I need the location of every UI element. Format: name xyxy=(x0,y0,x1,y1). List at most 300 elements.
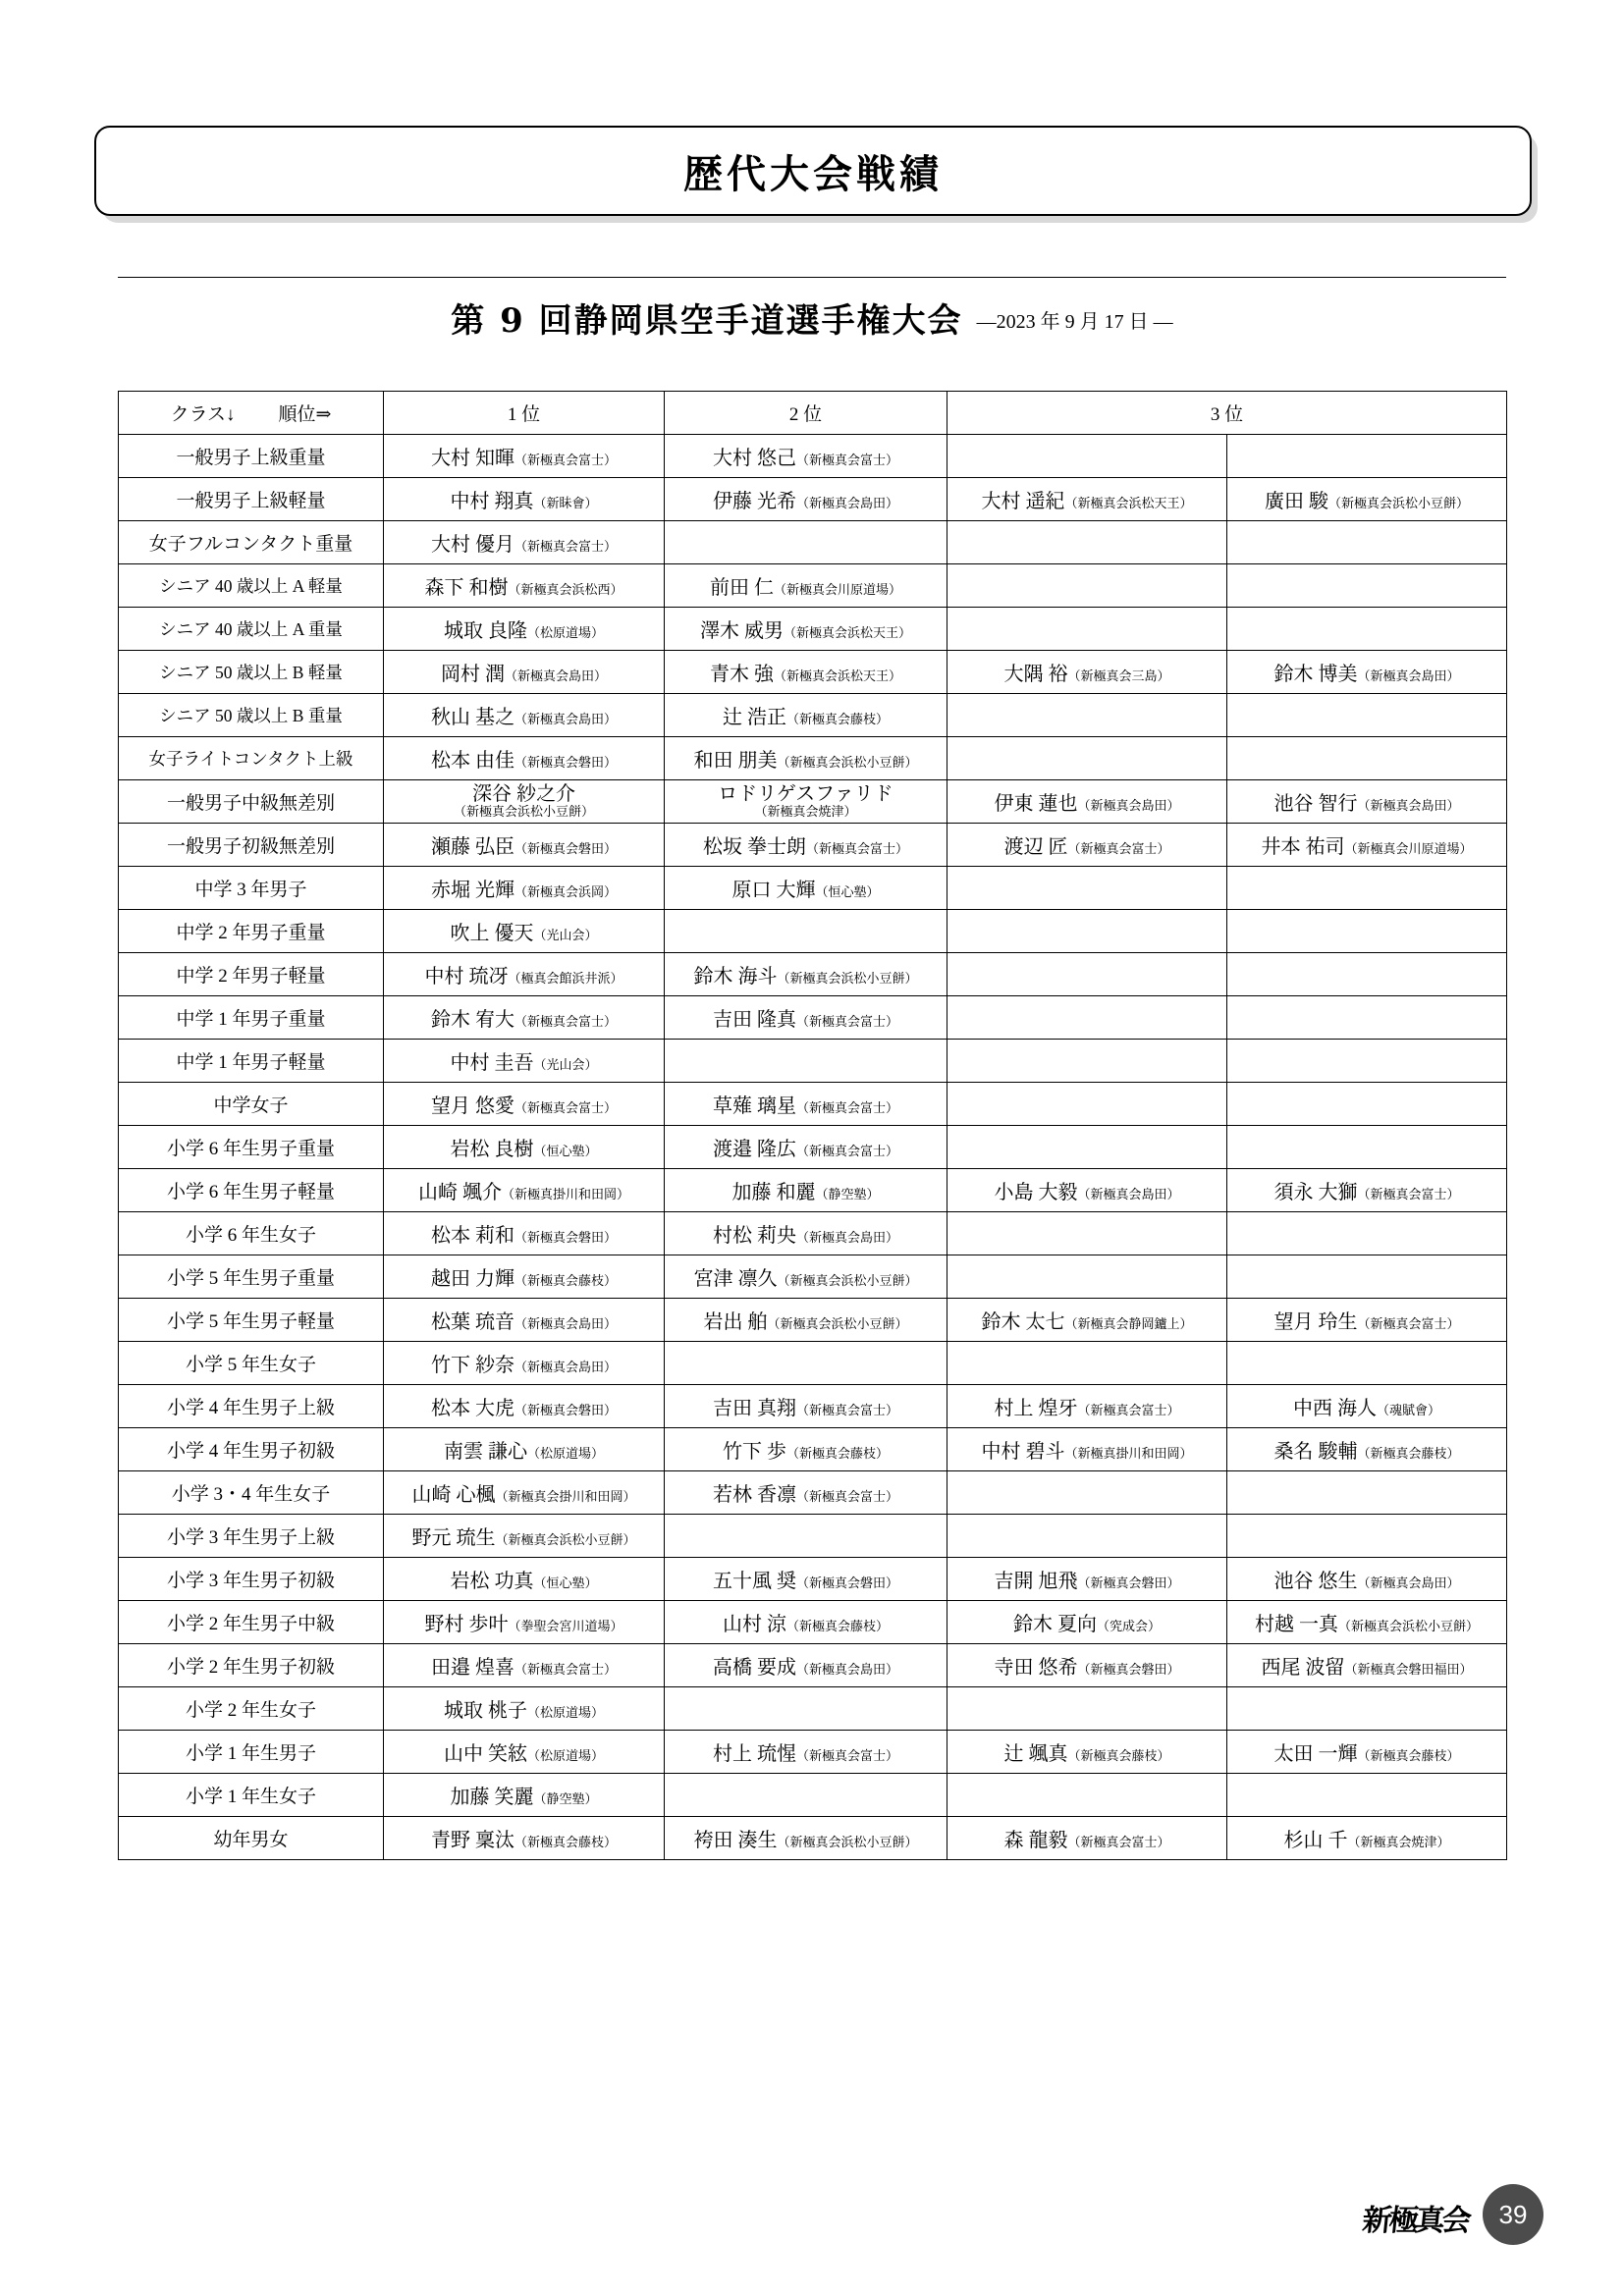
competitor-org: （松原道場） xyxy=(526,1748,604,1763)
competitor-name: 中村 碧斗 xyxy=(981,1441,1065,1463)
class-label: 小学 4 年生男子初級 xyxy=(166,1441,335,1462)
placing-cell-p2 xyxy=(665,1342,947,1385)
placing-cell-p3b xyxy=(1227,1126,1507,1169)
class-cell xyxy=(119,1255,384,1299)
placing-cell-p3b xyxy=(1227,1817,1507,1860)
table-row xyxy=(119,1126,1507,1169)
competitor-name: 松坂 拳士朗 xyxy=(702,836,806,858)
competitor-org: （新極真会磐田） xyxy=(514,755,617,770)
competitor-org: （新極真会磐田） xyxy=(514,841,617,856)
table-row xyxy=(119,1083,1507,1126)
table-row xyxy=(119,1774,1507,1817)
competitor-org: （新極真会島田） xyxy=(514,1316,617,1331)
class-label: 小学 5 年生男子軽量 xyxy=(166,1311,335,1332)
competitor-org: （新極真会浜松小豆餅） xyxy=(495,1532,636,1547)
organization-logo: 新極真会 xyxy=(1360,2204,1471,2238)
competitor-name: 和田 朋美 xyxy=(693,750,778,772)
class-cell xyxy=(119,953,384,996)
competitor-org: （光山会） xyxy=(533,928,598,942)
competitor-name: 草薙 璃星 xyxy=(712,1095,796,1117)
table-row xyxy=(119,1601,1507,1644)
placing-cell-p2 xyxy=(665,780,947,824)
table-row xyxy=(119,1817,1507,1860)
table-row xyxy=(119,1471,1507,1515)
class-cell xyxy=(119,564,384,608)
table-row xyxy=(119,694,1507,737)
competitor-name: 袴田 湊生 xyxy=(693,1830,778,1851)
class-label: 一般男子上級重量 xyxy=(176,448,326,468)
placing-cell-p3a xyxy=(947,1817,1227,1860)
placing-cell-p3a xyxy=(947,1212,1227,1255)
placing-cell-p2 xyxy=(665,1299,947,1342)
header-class-rank xyxy=(119,392,384,435)
competitor-name: 加藤 和麗 xyxy=(731,1182,816,1203)
table-row xyxy=(119,478,1507,521)
competitor-name: 村松 莉央 xyxy=(712,1225,796,1247)
placing-cell-p1 xyxy=(384,1687,665,1731)
competitor-org: （松原道場） xyxy=(526,1446,604,1461)
competitor-name: 森 龍毅 xyxy=(1003,1830,1068,1851)
competitor-name: 鈴木 宥大 xyxy=(430,1009,514,1031)
placing-cell-p3a xyxy=(947,1083,1227,1126)
placing-cell-p2 xyxy=(665,1083,947,1126)
placing-cell-p2 xyxy=(665,1774,947,1817)
placing-cell-p3a xyxy=(947,737,1227,780)
table-row xyxy=(119,608,1507,651)
competitor-org: （新極真会富士） xyxy=(514,1100,617,1115)
class-label: 小学 3 年生男子上級 xyxy=(166,1527,335,1548)
competitor-org: （新極真会島田） xyxy=(795,1662,898,1677)
competitor-name: 鈴木 海斗 xyxy=(693,966,778,988)
competitor-org: （新極真会富士） xyxy=(1067,1835,1170,1849)
competitor-org: （新極真会島田） xyxy=(795,496,898,510)
placing-cell-p1 xyxy=(384,910,665,953)
class-label: 小学 1 年生男子 xyxy=(185,1743,316,1764)
competitor-name: 前田 仁 xyxy=(709,577,774,599)
competitor-org: （新極真会島田） xyxy=(795,1230,898,1245)
competitor-name: 寺田 悠希 xyxy=(994,1657,1078,1679)
competitor-name: 山崎 心楓 xyxy=(411,1484,496,1506)
competitor-org: （魂賦會） xyxy=(1377,1403,1441,1417)
table-row xyxy=(119,996,1507,1040)
placing-cell-p2 xyxy=(665,564,947,608)
placing-cell-p3b xyxy=(1227,996,1507,1040)
class-cell xyxy=(119,910,384,953)
placing-cell-p2 xyxy=(665,1212,947,1255)
placing-cell-p3b xyxy=(1227,1169,1507,1212)
placing-cell-p1 xyxy=(384,780,665,824)
competitor-org: （新極真会磐田） xyxy=(514,1230,617,1245)
competitor-org: （新極真会藤枝） xyxy=(1067,1748,1170,1763)
competitor-org: （新極真会静岡鑪上） xyxy=(1064,1316,1193,1331)
competitor-org: （光山会） xyxy=(533,1057,598,1072)
competitor-name: 渡邉 隆広 xyxy=(712,1139,796,1160)
class-cell xyxy=(119,996,384,1040)
page-banner xyxy=(94,126,1530,216)
class-cell xyxy=(119,824,384,867)
competitor-name: ロドリゲスファリド xyxy=(718,782,893,805)
competitor-org: （新極真会富士） xyxy=(514,453,617,467)
class-cell xyxy=(119,1169,384,1212)
placing-cell-p1 xyxy=(384,1212,665,1255)
tournament-date: —2023 年 9 月 17 日 — xyxy=(976,311,1173,333)
competitor-name: 辻 颯真 xyxy=(1003,1743,1068,1765)
placing-cell-p1 xyxy=(384,1558,665,1601)
competitor-name: 廣田 駿 xyxy=(1265,491,1328,512)
placing-cell-p1 xyxy=(384,1299,665,1342)
competitor-name: 鈴木 博美 xyxy=(1273,664,1358,685)
competitor-name: 森下 和樹 xyxy=(424,577,509,599)
competitor-org: （新極真会富士） xyxy=(805,841,908,856)
competitor-name: 大隅 裕 xyxy=(1003,664,1068,685)
competitor-name: 須永 大獅 xyxy=(1273,1182,1358,1203)
competitor-org: （新極真掛川和田岡） xyxy=(1064,1446,1193,1461)
table-row xyxy=(119,1342,1507,1385)
competitor-name: 竹下 歩 xyxy=(722,1441,786,1463)
placing-cell-p3a xyxy=(947,1255,1227,1299)
competitor-org: （新極真会富士） xyxy=(795,453,898,467)
class-cell xyxy=(119,1601,384,1644)
class-label: 中学 3 年男子 xyxy=(194,880,307,900)
class-cell xyxy=(119,1083,384,1126)
page-footer xyxy=(0,2176,1624,2245)
competitor-name: 大村 優月 xyxy=(430,534,514,556)
competitor-org: （新極真会浜松西） xyxy=(508,582,623,597)
placing-cell-p1 xyxy=(384,1774,665,1817)
header-class-label: クラス↓ xyxy=(170,404,236,425)
placing-cell-p3b xyxy=(1227,1385,1507,1428)
table-row xyxy=(119,1515,1507,1558)
placing-cell-p3b xyxy=(1227,1471,1507,1515)
placing-cell-p1 xyxy=(384,867,665,910)
placing-cell-p2 xyxy=(665,910,947,953)
competitor-name: 中村 琉冴 xyxy=(424,966,509,988)
competitor-name: 城取 桃子 xyxy=(443,1700,527,1722)
placing-cell-p3a xyxy=(947,1126,1227,1169)
placing-cell-p3a xyxy=(947,694,1227,737)
placing-cell-p3b xyxy=(1227,564,1507,608)
competitor-name: 岡村 潤 xyxy=(440,664,505,685)
competitor-name: 田邉 煌喜 xyxy=(430,1657,514,1679)
competitor-org: （新極真会浜岡） xyxy=(514,884,617,899)
placing-cell-p1 xyxy=(384,608,665,651)
placing-cell-p3a xyxy=(947,478,1227,521)
placing-cell-p3b xyxy=(1227,435,1507,478)
placing-cell-p2 xyxy=(665,1601,947,1644)
competitor-org: （新極真会島田） xyxy=(1357,798,1460,813)
class-cell xyxy=(119,1126,384,1169)
placing-cell-p3a xyxy=(947,564,1227,608)
competitor-org: （静空塾） xyxy=(533,1791,598,1806)
competitor-org: （新極真会富士） xyxy=(1067,841,1170,856)
competitor-name: 城取 良隆 xyxy=(443,620,527,642)
class-label: シニア 40 歳以上 A 重量 xyxy=(159,619,343,639)
class-label: 一般男子初級無差別 xyxy=(166,836,335,857)
class-cell xyxy=(119,478,384,521)
competitor-name: 松本 由佳 xyxy=(430,750,514,772)
competitor-name: 吹上 優天 xyxy=(450,923,534,944)
table-row xyxy=(119,1558,1507,1601)
placing-cell-p1 xyxy=(384,1385,665,1428)
placing-cell-p3b xyxy=(1227,478,1507,521)
table-row xyxy=(119,435,1507,478)
competitor-name: 辻 浩正 xyxy=(722,707,786,728)
placing-cell-p2 xyxy=(665,824,947,867)
class-cell xyxy=(119,1385,384,1428)
placing-cell-p2 xyxy=(665,1255,947,1299)
competitor-org: （新極真会富士） xyxy=(795,1489,898,1504)
competitor-name: 山中 笑絃 xyxy=(443,1743,527,1765)
placing-cell-p1 xyxy=(384,1644,665,1687)
placing-cell-p3b xyxy=(1227,953,1507,996)
placing-cell-p2 xyxy=(665,953,947,996)
competitor-org: （新極真会浜松小豆餅） xyxy=(453,803,594,819)
class-label: 小学 1 年生女子 xyxy=(185,1787,316,1807)
placing-cell-p1 xyxy=(384,1255,665,1299)
competitor-org: （新極真会浜松小豆餅） xyxy=(767,1316,908,1331)
competitor-org: （新極真会島田） xyxy=(514,1360,617,1374)
competitor-org: （新極真会浜松小豆餅） xyxy=(777,1835,918,1849)
placing-cell-p3a xyxy=(947,521,1227,564)
section-subtitle xyxy=(118,277,1506,342)
competitor-org: （新極真会島田） xyxy=(504,668,607,683)
competitor-org: （新極真会三島） xyxy=(1067,668,1170,683)
competitor-name: 深谷 紗之介 xyxy=(472,782,575,805)
competitor-org: （新極真会富士） xyxy=(795,1748,898,1763)
competitor-org: （恒心塾） xyxy=(533,1144,598,1158)
placing-cell-p2 xyxy=(665,521,947,564)
competitor-name: 若林 香凛 xyxy=(712,1484,796,1506)
placing-cell-p3a xyxy=(947,1601,1227,1644)
placing-cell-p1 xyxy=(384,1817,665,1860)
table-row xyxy=(119,1212,1507,1255)
competitor-org: （新極真会藤枝） xyxy=(785,1446,889,1461)
table-row xyxy=(119,737,1507,780)
placing-cell-p2 xyxy=(665,1644,947,1687)
banner-box xyxy=(94,126,1532,216)
placing-cell-p1 xyxy=(384,694,665,737)
table-row xyxy=(119,1040,1507,1083)
class-label: 小学 5 年生女子 xyxy=(185,1355,316,1375)
competitor-org: （新極真会掛川和田岡） xyxy=(495,1489,636,1504)
class-label: 女子フルコンタクト重量 xyxy=(148,534,353,555)
competitor-org: （新極真掛川和田岡） xyxy=(501,1187,629,1201)
competitor-name: 秋山 基之 xyxy=(430,707,514,728)
competitor-name: 赤堀 光輝 xyxy=(430,880,514,901)
placing-cell-p3a xyxy=(947,1040,1227,1083)
placing-cell-p3a xyxy=(947,608,1227,651)
table-row xyxy=(119,953,1507,996)
competitor-name: 松本 大虎 xyxy=(430,1398,514,1419)
competitor-name: 澤木 威男 xyxy=(699,620,784,642)
placing-cell-p3b xyxy=(1227,1601,1507,1644)
competitor-org: （新極真会富士） xyxy=(514,1014,617,1029)
placing-cell-p1 xyxy=(384,1126,665,1169)
competitor-name: 村越 一真 xyxy=(1255,1614,1338,1635)
placing-cell-p3a xyxy=(947,824,1227,867)
placing-cell-p2 xyxy=(665,478,947,521)
class-label: 中学女子 xyxy=(213,1095,289,1116)
placing-cell-p3a xyxy=(947,867,1227,910)
competitor-name: 井本 祐司 xyxy=(1261,836,1345,858)
competitor-name: 南雲 謙心 xyxy=(443,1441,527,1463)
class-label: 小学 2 年生女子 xyxy=(185,1700,316,1721)
placing-cell-p3b xyxy=(1227,1644,1507,1687)
placing-cell-p3a xyxy=(947,1471,1227,1515)
placing-cell-p3b xyxy=(1227,1428,1507,1471)
competitor-org: （新極真会富士） xyxy=(795,1403,898,1417)
table-row xyxy=(119,651,1507,694)
competitor-name: 原口 大輝 xyxy=(731,880,816,901)
class-label: シニア 40 歳以上 A 軽量 xyxy=(159,576,343,596)
table-header-row xyxy=(119,392,1507,435)
competitor-org: （新極真会浜松小豆餅） xyxy=(777,755,918,770)
class-label: 小学 5 年生男子重量 xyxy=(166,1268,335,1289)
placing-cell-p3b xyxy=(1227,1255,1507,1299)
competitor-name: 小島 大毅 xyxy=(994,1182,1078,1203)
class-label: 小学 3 年生男子初級 xyxy=(166,1571,335,1591)
competitor-name: 青野 稟汰 xyxy=(430,1830,514,1851)
placing-cell-p3a xyxy=(947,953,1227,996)
competitor-name: 山崎 颯介 xyxy=(417,1182,502,1203)
competitor-org: （新極真会富士） xyxy=(1077,1403,1180,1417)
class-cell xyxy=(119,1774,384,1817)
competitor-name: 五十風 奨 xyxy=(712,1571,796,1592)
placing-cell-p3b xyxy=(1227,1083,1507,1126)
competitor-name: 高橋 要成 xyxy=(712,1657,796,1679)
class-cell xyxy=(119,1558,384,1601)
placing-cell-p3a xyxy=(947,1515,1227,1558)
placing-cell-p1 xyxy=(384,824,665,867)
placing-cell-p2 xyxy=(665,1385,947,1428)
competitor-name: 松本 莉和 xyxy=(430,1225,514,1247)
competitor-org: （松原道場） xyxy=(526,1705,604,1720)
placing-cell-p2 xyxy=(665,1731,947,1774)
competitor-org: （新極真会富士） xyxy=(1357,1316,1460,1331)
competitor-name: 伊東 蓮也 xyxy=(994,793,1078,815)
placing-cell-p2 xyxy=(665,608,947,651)
placing-cell-p2 xyxy=(665,1169,947,1212)
competitor-org: （新極真会島田） xyxy=(1357,668,1460,683)
class-cell xyxy=(119,1731,384,1774)
placing-cell-p3a xyxy=(947,1428,1227,1471)
placing-cell-p1 xyxy=(384,737,665,780)
placing-cell-p3b xyxy=(1227,780,1507,824)
placing-cell-p1 xyxy=(384,996,665,1040)
table-row xyxy=(119,910,1507,953)
table-row xyxy=(119,780,1507,824)
competitor-org: （拳聖会宮川道場） xyxy=(508,1619,623,1633)
placing-cell-p2 xyxy=(665,1471,947,1515)
competitor-org: （究成会） xyxy=(1096,1619,1161,1633)
competitor-org: （新極真会富士） xyxy=(514,539,617,554)
competitor-org: （新極真会藤枝） xyxy=(785,1619,889,1633)
competitor-name: 竹下 紗奈 xyxy=(430,1355,514,1376)
class-label: 中学 1 年男子重量 xyxy=(176,1009,326,1030)
competitor-org: （新極真会富士） xyxy=(795,1144,898,1158)
placing-cell-p3a xyxy=(947,1731,1227,1774)
competitor-org: （新極真会島田） xyxy=(514,712,617,726)
competitor-org: （極真会館浜井派） xyxy=(508,971,623,986)
competitor-org: （恒心塾） xyxy=(533,1575,598,1590)
class-label: 幼年男女 xyxy=(213,1830,289,1850)
competitor-org: （新極真会藤枝） xyxy=(1357,1748,1460,1763)
class-cell xyxy=(119,521,384,564)
competitor-org: （新極真会藤枝） xyxy=(514,1273,617,1288)
competitor-org: （松原道場） xyxy=(526,625,604,640)
placing-cell-p3a xyxy=(947,1644,1227,1687)
placing-cell-p1 xyxy=(384,478,665,521)
class-label: シニア 50 歳以上 B 軽量 xyxy=(159,663,343,682)
class-cell xyxy=(119,867,384,910)
competitor-org: （新極真会浜松小豆餅） xyxy=(777,971,918,986)
class-label: 小学 2 年生男子初級 xyxy=(166,1657,335,1678)
competitor-name: 野元 琉生 xyxy=(411,1527,496,1549)
class-cell xyxy=(119,608,384,651)
placing-cell-p2 xyxy=(665,651,947,694)
class-label: 小学 2 年生男子中級 xyxy=(166,1614,335,1634)
placing-cell-p2 xyxy=(665,1817,947,1860)
competitor-name: 鈴木 太七 xyxy=(981,1311,1065,1333)
placing-cell-p3b xyxy=(1227,1731,1507,1774)
placing-cell-p3a xyxy=(947,1687,1227,1731)
placing-cell-p2 xyxy=(665,1687,947,1731)
placing-cell-p3a xyxy=(947,1169,1227,1212)
placing-cell-p3b xyxy=(1227,824,1507,867)
class-cell xyxy=(119,737,384,780)
placing-cell-p3b xyxy=(1227,1299,1507,1342)
competitor-org: （新極真会富士） xyxy=(795,1014,898,1029)
placing-cell-p2 xyxy=(665,1558,947,1601)
competitor-org: （恒心塾） xyxy=(815,884,880,899)
placing-cell-p1 xyxy=(384,1428,665,1471)
placing-cell-p3a xyxy=(947,996,1227,1040)
competitor-org: （新眛會） xyxy=(533,496,598,510)
table-row xyxy=(119,1385,1507,1428)
competitor-name: 望月 悠愛 xyxy=(430,1095,514,1117)
class-cell xyxy=(119,1817,384,1860)
placing-cell-p3a xyxy=(947,1299,1227,1342)
placing-cell-p1 xyxy=(384,564,665,608)
placing-cell-p3b xyxy=(1227,608,1507,651)
competitor-org: （新極真会富士） xyxy=(1357,1187,1460,1201)
placing-cell-p2 xyxy=(665,1515,947,1558)
placing-cell-p2 xyxy=(665,435,947,478)
competitor-name: 吉開 旭飛 xyxy=(994,1571,1078,1592)
placing-cell-p1 xyxy=(384,1601,665,1644)
placing-cell-p1 xyxy=(384,1169,665,1212)
placing-cell-p1 xyxy=(384,1342,665,1385)
placing-cell-p1 xyxy=(384,521,665,564)
table-row xyxy=(119,1169,1507,1212)
competitor-org: （新極真会磐田） xyxy=(1077,1662,1180,1677)
table-row xyxy=(119,1255,1507,1299)
placing-cell-p3b xyxy=(1227,1687,1507,1731)
class-cell xyxy=(119,780,384,824)
placing-cell-p3a xyxy=(947,1385,1227,1428)
class-cell xyxy=(119,1687,384,1731)
placing-cell-p2 xyxy=(665,867,947,910)
placing-cell-p3a xyxy=(947,435,1227,478)
competitor-name: 越田 力輝 xyxy=(430,1268,514,1290)
placing-cell-p3b xyxy=(1227,737,1507,780)
class-label: シニア 50 歳以上 B 重量 xyxy=(159,706,343,725)
placing-cell-p2 xyxy=(665,694,947,737)
results-table xyxy=(118,391,1507,1860)
placing-cell-p3b xyxy=(1227,694,1507,737)
placing-cell-p3a xyxy=(947,780,1227,824)
header-rank-label: 順位⇒ xyxy=(278,404,332,425)
